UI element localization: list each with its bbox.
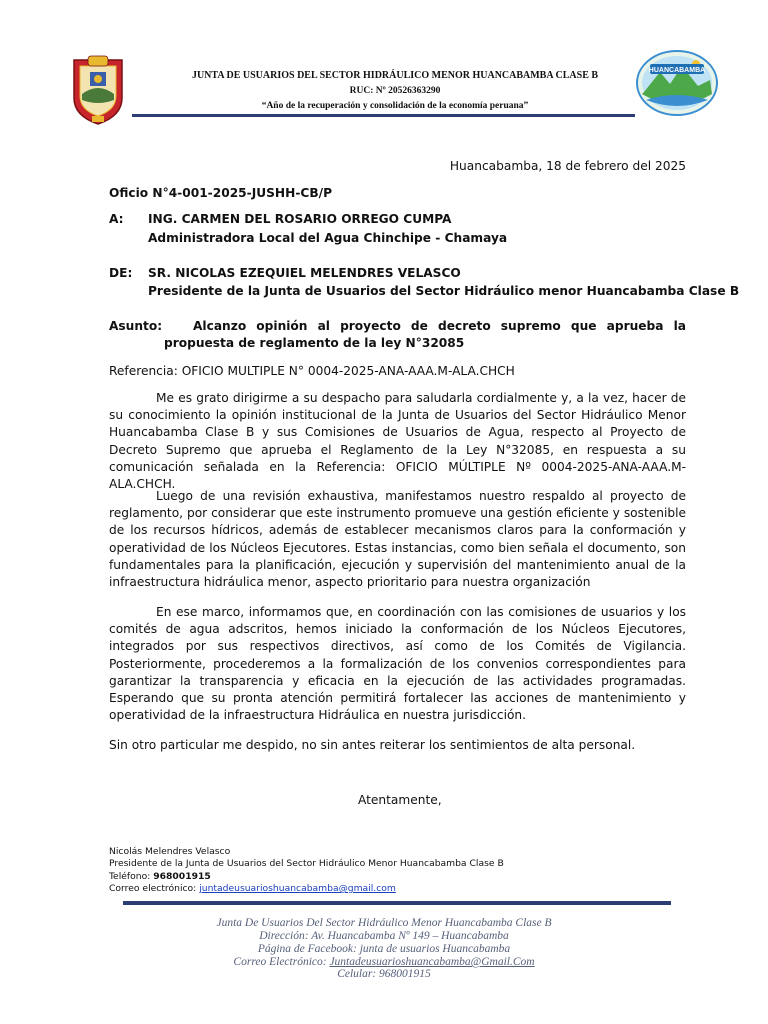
header-ruc: RUC: Nº 20526363290 (349, 86, 441, 96)
footer-email-label: Correo Electrónico: (233, 956, 330, 968)
crest-emblem-icon (70, 54, 126, 126)
footer-facebook: Página de Facebook: junta de usuarios Huancabamba (257, 943, 511, 955)
footer-rule (123, 901, 671, 905)
body-paragraph-2: Luego de una revisión exhaustiva, manifestamos nuestro respaldo al proyecto de reglamento, por considerar que este instrumento promueve una gestión eficiente y sostenible de los recursos hídricos, además de establecer mecanismos claros para la conformación y operatividad de los Núcleos Ejecutores. Estas instancias, como bien señala el documento, son fundamentales para la planificación, ejecución y supervisión del mantenimiento anual de la infraestructura hidráulica menor, aspecto prioritario para nuestra organización (109, 489, 686, 590)
from-title: Presidente de la Junta de Usuarios del Sector Hidráulico menor Huancabamba Clase B (148, 284, 740, 298)
footer-phone-label: Celular (337, 968, 373, 980)
subject-text: Alcanzo opinión al proyecto de decreto supremo que aprueba la propuesta de reglamento de la ley N°32085 (164, 319, 686, 351)
to-name: ING. CARMEN DEL ROSARIO ORREGO CUMPA (148, 212, 452, 226)
logo-text: HUANCABAMBA (648, 67, 706, 74)
footer-phone-row (0, 968, 768, 981)
reference-line: Referencia: OFICIO MULTIPLE N° 0004-2025-ANA-AAA.M-ALA.CHCH (109, 364, 515, 378)
footer-address: Dirección: Av. Huancabamba Nº 149 – Huancabamba (259, 930, 509, 942)
body-paragraph-1: Me es grato dirigirme a su despacho para saludarla cordialmente y, a la vez, hacer de su conocimiento la opinión institucional de la Junta de Usuarios del Sector Hidráulico Menor Huancabamba Clase B y sus Comisiones de Usuarios de Agua, respecto al Proyecto de Decreto Supremo que aprueba el Reglamento de la Ley N°32085, en respuesta a su comunicación señalada en la Referencia: OFICIO MÚLTIPLE Nº 0004-2025-ANA-AAA.M-ALA.CHCH. (109, 391, 686, 492)
to-title: Administradora Local del Agua Chinchipe - Chamaya (148, 231, 508, 245)
signature-name: Nicolás Melendres Velasco (109, 846, 231, 857)
signature-phone-label: Teléfono: (109, 871, 154, 882)
footer-phone: : 968001915 (372, 968, 431, 980)
body-paragraph-3: En ese marco, informamos que, en coordinación con las comisiones de usuarios y los comités de agua adscritos, hemos iniciado la conformación de los Núcleos Ejecutores, integrados por sus respectivos directivos, así como de los Comités de Vigilancia. Posteriormente, procederemos a la formalización de los convenios correspondientes para garantizar la transparencia y eficacia en la ejecución de las actividades programadas. Esperando que su pronta atención permitirá fortalecer las acciones de mantenimiento y operatividad de la infraestructura Hidráulica en nuestra jurisdicción. (109, 605, 686, 723)
from-label: DE: (109, 266, 133, 280)
signature-title: Presidente de la Junta de Usuarios del Sector Hidráulico Menor Huancabamba Clase B (109, 858, 504, 869)
header-org-name: JUNTA DE USUARIOS DEL SECTOR HIDRÁULICO MENOR HUANCABAMBA CLASE B (191, 70, 599, 81)
farewell-line: Sin otro particular me despido, no sin antes reiterar los sentimientos de alta personal. (109, 738, 636, 752)
subject-label: Asunto: (109, 319, 163, 333)
footer-org: Junta De Usuarios Del Sector Hidráulico Menor Huancabamba Clase B (216, 917, 552, 929)
letter-date: Huancabamba, 18 de febrero del 2025 (449, 159, 686, 173)
header-rule (132, 114, 635, 117)
footer-email-link[interactable]: Juntadeusuarioshuancabamba@Gmail.Com (329, 956, 535, 968)
oficio-number: Oficio N°4-001-2025-JUSHH-CB/P (109, 186, 333, 200)
from-name: SR. NICOLAS EZEQUIEL MELENDRES VELASCO (148, 266, 461, 280)
to-label: A: (109, 212, 124, 226)
signature-email-link[interactable]: juntadeusuarioshuancabamba@gmail.com (199, 883, 396, 894)
header-motto: “Año de la recuperación y consolidación de la economía peruana” (261, 101, 529, 111)
signature-email-row (109, 883, 396, 895)
signature-email-label: Correo electrónico: (109, 883, 200, 894)
signature-phone: 968001915 (153, 871, 211, 882)
closing-line: Atentamente, (358, 793, 442, 807)
signature-phone-row (109, 871, 211, 883)
